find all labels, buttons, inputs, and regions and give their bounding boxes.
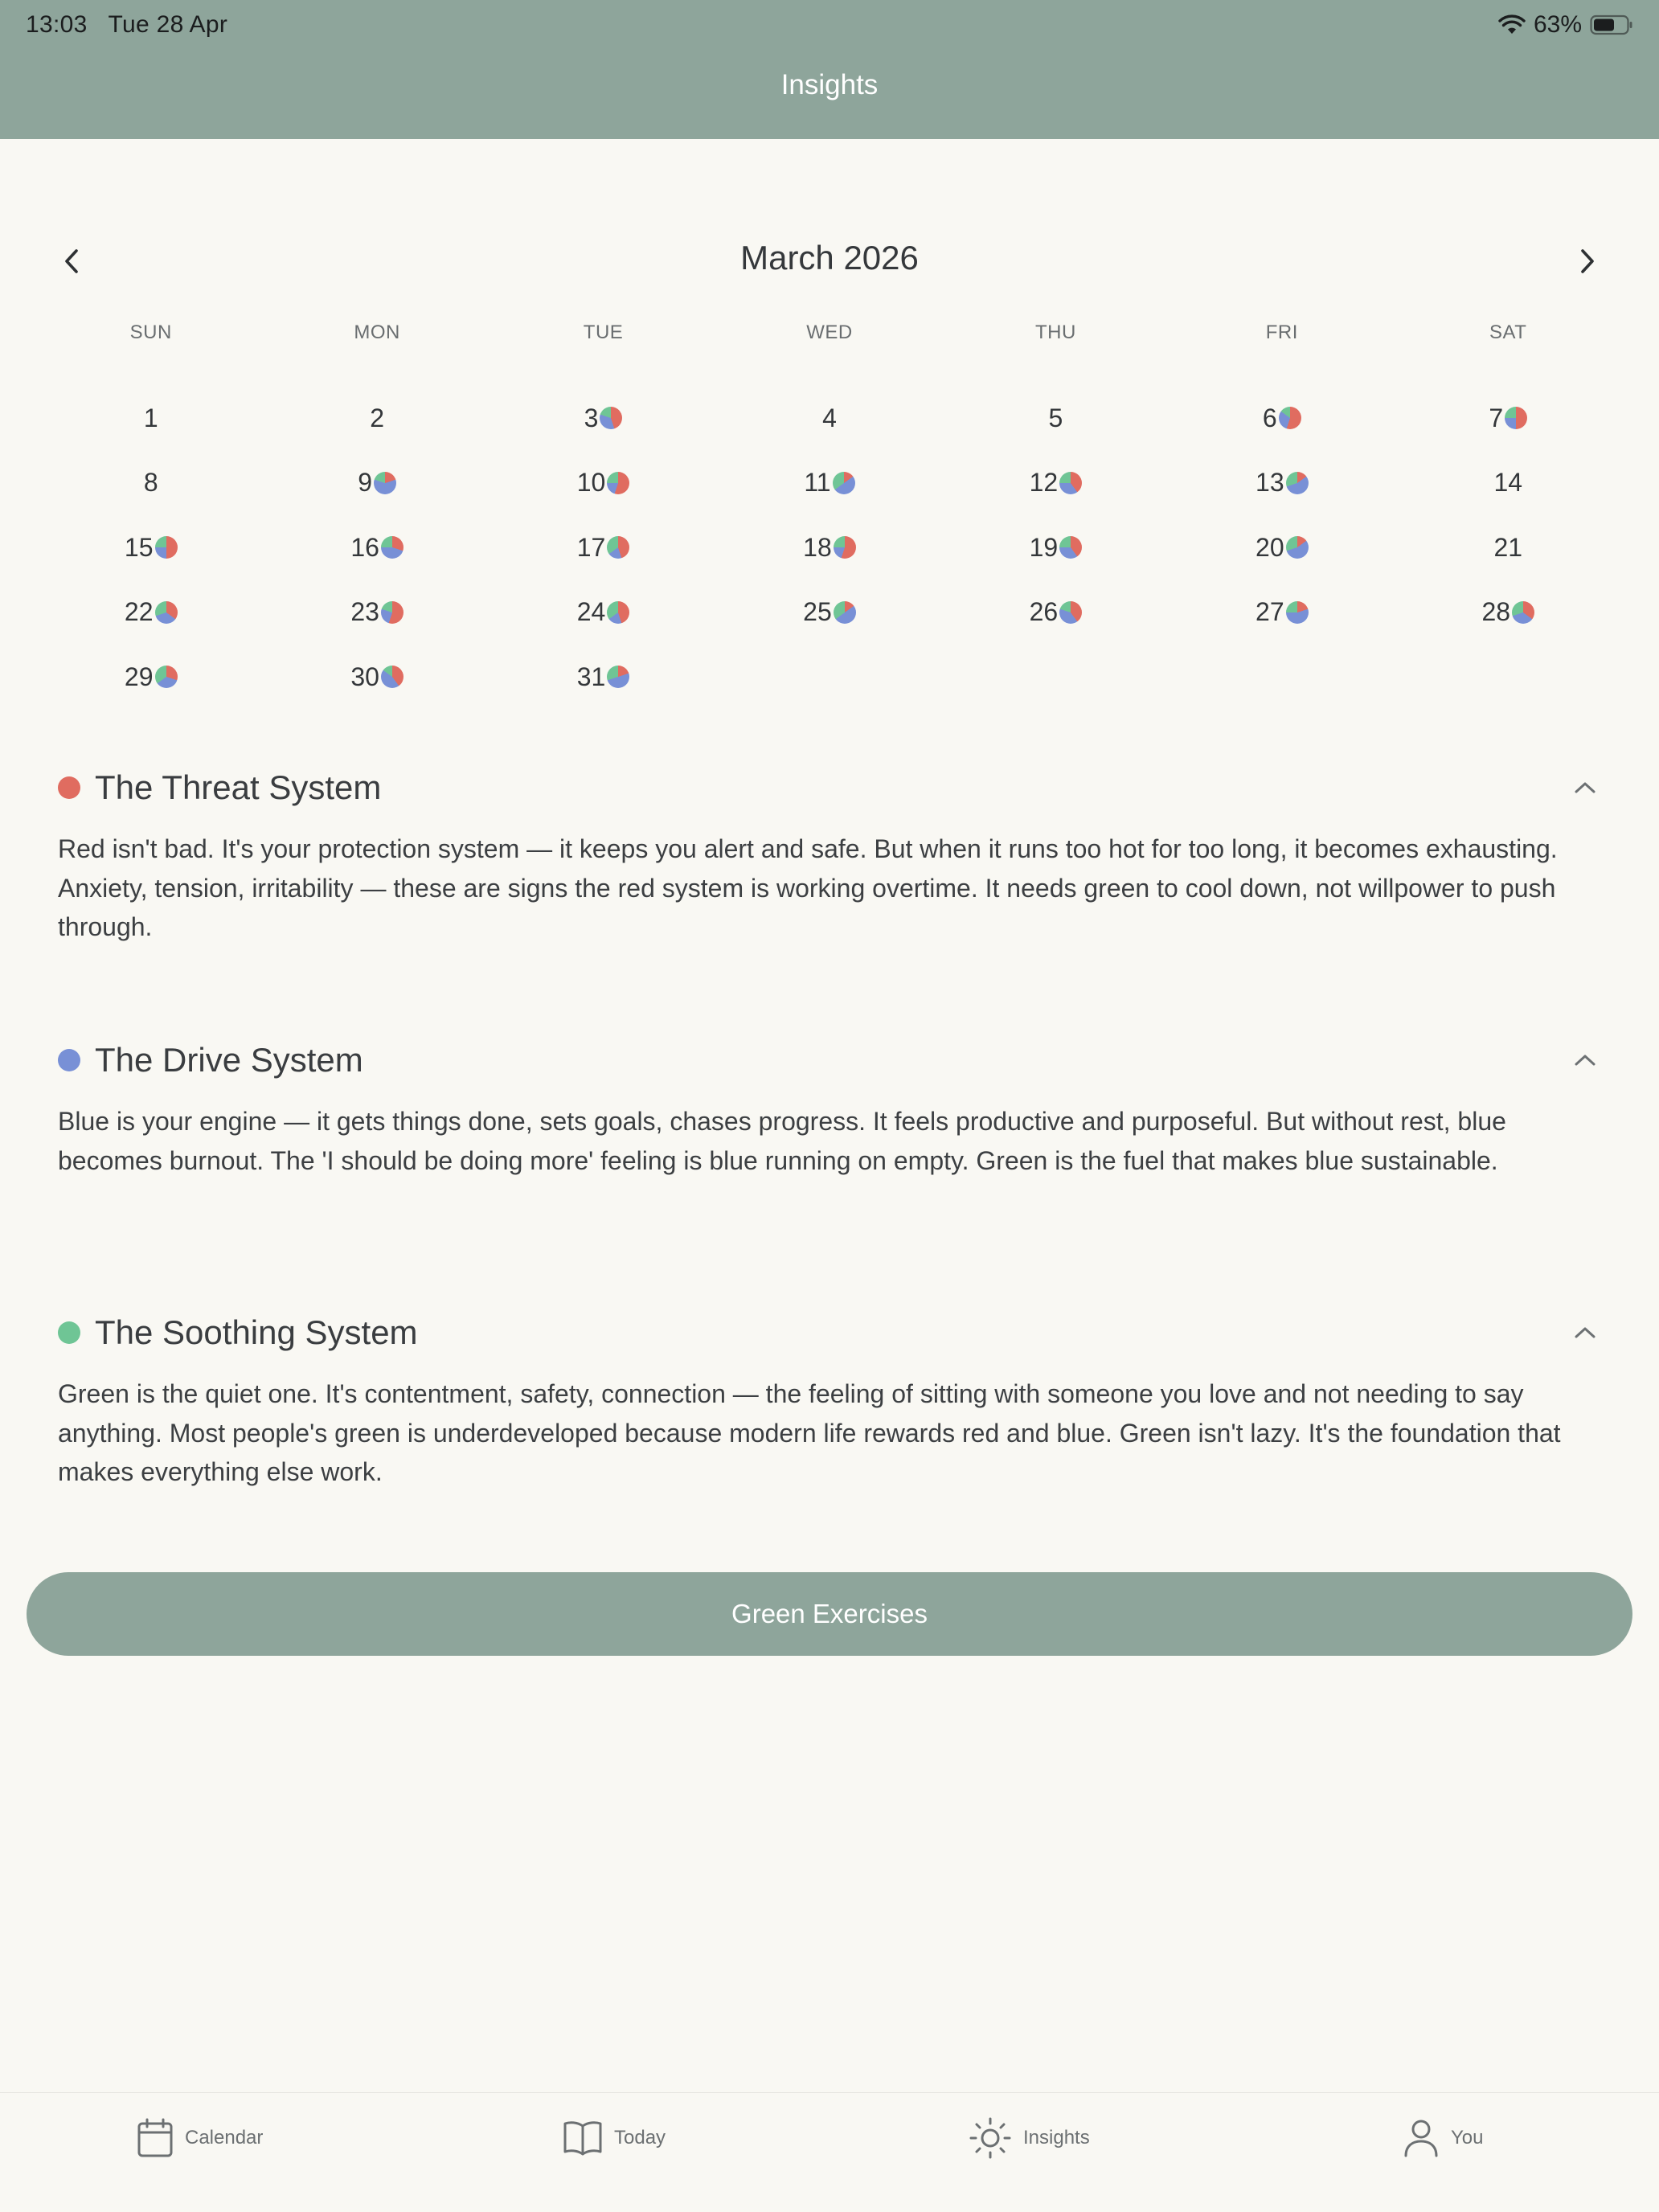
day-number: 10 xyxy=(576,468,606,498)
day-number: 8 xyxy=(143,468,158,498)
chevron-right-icon xyxy=(1575,247,1599,276)
mood-pie-icon xyxy=(607,601,629,624)
weekday-label: MON xyxy=(354,322,400,343)
calendar-day[interactable] xyxy=(1169,588,1395,637)
month-calendar xyxy=(38,322,1621,718)
section-body: Red isn't bad. It's your protection system — it keeps you alert and safe. But when it runs too hot for too long, it becomes exhausting. Anxiety, tension, irritability — these are signs the red system is working overtime. It needs green to cool down, not willpower to push through. xyxy=(58,834,1558,941)
calendar-day[interactable] xyxy=(1395,588,1621,637)
day-number: 25 xyxy=(803,597,832,627)
calendar-days-grid xyxy=(38,394,1621,718)
calendar-day[interactable] xyxy=(943,394,1169,442)
calendar-day[interactable] xyxy=(490,653,716,701)
sun-icon xyxy=(969,2116,1012,2160)
section-header[interactable] xyxy=(58,1036,1601,1084)
mood-pie-icon xyxy=(1512,601,1534,624)
section-body: Green is the quiet one. It's contentment, safety, connection — the feeling of sitting with someone you love and not needing to say anything. Most people's green is underdeveloped because modern life rewards red and blue. Green isn't lazy. It's the foundation that makes everything else work. xyxy=(58,1379,1561,1486)
day-number: 4 xyxy=(822,403,837,432)
red-dot-icon xyxy=(58,776,80,799)
day-number: 2 xyxy=(370,403,385,432)
calendar-day[interactable] xyxy=(1395,523,1621,571)
day-number: 31 xyxy=(576,662,606,691)
mood-pie-icon xyxy=(1059,601,1082,624)
chevron-up-icon xyxy=(1573,1325,1597,1341)
collapse-chevron-button[interactable] xyxy=(1569,1317,1601,1349)
calendar-day[interactable] xyxy=(943,588,1169,637)
section-body: Blue is your engine — it gets things done, sets goals, chases progress. It feels productive and purposeful. But without rest, blue becomes burnout. The 'I should be doing more' feeling is blue running on empty. Green is the fuel that makes blue sustainable. xyxy=(58,1107,1506,1175)
calendar-day[interactable] xyxy=(716,523,942,571)
day-number: 13 xyxy=(1256,468,1284,498)
day-number: 7 xyxy=(1489,403,1504,432)
mood-pie-icon xyxy=(374,472,396,494)
day-number: 21 xyxy=(1493,532,1523,562)
tab-today[interactable] xyxy=(563,2114,666,2162)
user-icon xyxy=(1403,2118,1440,2158)
calendar-day[interactable] xyxy=(490,523,716,571)
status-clock: 13:03 xyxy=(26,11,88,38)
calendar-day[interactable] xyxy=(264,653,490,701)
calendar-day[interactable] xyxy=(943,523,1169,571)
mood-pie-icon xyxy=(381,666,403,688)
weekday-label: TUE xyxy=(583,322,624,343)
day-number: 23 xyxy=(350,597,379,627)
book-icon xyxy=(563,2120,603,2157)
mood-pie-icon xyxy=(607,666,629,688)
section-title: The Threat System xyxy=(95,768,382,806)
chevron-up-icon xyxy=(1573,780,1597,796)
mood-pie-icon xyxy=(607,536,629,559)
mood-pie-icon xyxy=(1505,407,1527,429)
calendar-day[interactable] xyxy=(490,588,716,637)
calendar-day[interactable] xyxy=(264,523,490,571)
mood-pie-icon xyxy=(833,472,855,494)
day-number: 15 xyxy=(124,532,154,562)
calendar-day[interactable] xyxy=(716,459,942,507)
calendar-day[interactable] xyxy=(1169,394,1395,442)
soothing-system-section xyxy=(58,1309,1601,1492)
calendar-day[interactable] xyxy=(1395,459,1621,507)
blue-dot-icon xyxy=(58,1049,80,1071)
mood-pie-icon xyxy=(1059,472,1082,494)
calendar-day[interactable] xyxy=(38,588,264,637)
wifi-icon xyxy=(1498,14,1526,35)
mood-pie-icon xyxy=(607,472,629,494)
mood-pie-icon xyxy=(155,666,178,688)
day-number: 14 xyxy=(1493,468,1523,498)
mood-pie-icon xyxy=(1286,472,1309,494)
calendar-day[interactable] xyxy=(1169,523,1395,571)
tab-label: Calendar xyxy=(185,2127,264,2149)
status-date: Tue 28 Apr xyxy=(108,11,228,38)
mood-pie-icon xyxy=(381,536,403,559)
day-number: 27 xyxy=(1256,597,1284,627)
day-number: 1 xyxy=(143,403,158,432)
page-title: Insights xyxy=(780,69,879,100)
tab-calendar[interactable] xyxy=(137,2114,263,2162)
calendar-day[interactable] xyxy=(490,459,716,507)
mood-pie-icon xyxy=(155,601,178,624)
bottom-tab-bar xyxy=(0,2092,1659,2212)
calendar-day[interactable] xyxy=(264,588,490,637)
day-number: 9 xyxy=(358,468,373,498)
collapse-chevron-button[interactable] xyxy=(1569,772,1601,804)
mood-pie-icon xyxy=(834,536,856,559)
weekday-label: SUN xyxy=(129,322,172,343)
drive-system-section xyxy=(58,1036,1601,1180)
section-header[interactable] xyxy=(58,764,1601,812)
section-title: The Soothing System xyxy=(95,1313,418,1351)
battery-percent: 63% xyxy=(1533,11,1582,38)
calendar-day[interactable] xyxy=(264,459,490,507)
status-time xyxy=(26,11,227,39)
day-number: 28 xyxy=(1481,597,1511,627)
day-number: 29 xyxy=(124,662,154,691)
green-exercises-button[interactable]: Green Exercises xyxy=(27,1572,1632,1656)
chevron-up-icon xyxy=(1573,1052,1597,1068)
weekday-label: FRI xyxy=(1265,322,1298,343)
mood-pie-icon xyxy=(1286,601,1309,624)
day-number: 30 xyxy=(350,662,379,691)
weekday-label: SAT xyxy=(1489,322,1527,343)
calendar-day[interactable] xyxy=(38,523,264,571)
top-header xyxy=(0,0,1659,139)
mood-pie-icon xyxy=(600,407,622,429)
status-indicators xyxy=(1498,11,1633,39)
calendar-day[interactable] xyxy=(943,459,1169,507)
day-number: 24 xyxy=(576,597,606,627)
day-number: 19 xyxy=(1029,532,1059,562)
day-number: 20 xyxy=(1256,532,1284,562)
calendar-day[interactable] xyxy=(716,394,942,442)
tab-label: Insights xyxy=(1023,2127,1090,2149)
weekday-label: WED xyxy=(806,322,853,343)
collapse-chevron-button[interactable] xyxy=(1569,1044,1601,1076)
day-number: 12 xyxy=(1029,468,1059,498)
next-month-button[interactable] xyxy=(1563,237,1611,285)
mood-pie-icon xyxy=(834,601,856,624)
day-number: 22 xyxy=(124,597,154,627)
tab-label: Today xyxy=(614,2127,666,2149)
calendar-day[interactable] xyxy=(490,394,716,442)
tab-label: You xyxy=(1451,2127,1484,2149)
day-number: 11 xyxy=(804,468,831,498)
calendar-day[interactable] xyxy=(264,394,490,442)
month-label: March 2026 xyxy=(740,239,919,276)
calendar-day[interactable] xyxy=(1169,459,1395,507)
day-number: 26 xyxy=(1029,597,1059,627)
mood-pie-icon xyxy=(381,601,403,624)
mood-pie-icon xyxy=(155,536,178,559)
tab-you[interactable] xyxy=(1403,2114,1484,2162)
calendar-icon xyxy=(137,2118,174,2158)
day-number: 3 xyxy=(584,403,599,432)
calendar-day[interactable] xyxy=(716,588,942,637)
weekday-label: THU xyxy=(1034,322,1076,343)
section-title: The Drive System xyxy=(95,1041,363,1079)
threat-system-section xyxy=(58,764,1601,947)
battery-icon xyxy=(1590,14,1633,35)
calendar-day[interactable] xyxy=(38,394,264,442)
day-number: 18 xyxy=(803,532,832,562)
day-number: 5 xyxy=(1048,403,1063,432)
tab-insights[interactable] xyxy=(969,2114,1090,2162)
day-number: 17 xyxy=(576,532,606,562)
green-dot-icon xyxy=(58,1321,80,1344)
mood-pie-icon xyxy=(1279,407,1301,429)
day-number: 6 xyxy=(1262,403,1277,432)
mood-pie-icon xyxy=(1286,536,1309,559)
calendar-day[interactable] xyxy=(38,459,264,507)
day-number: 16 xyxy=(350,532,379,562)
mood-pie-icon xyxy=(1059,536,1082,559)
weekday-header xyxy=(38,322,1621,362)
section-header[interactable] xyxy=(58,1309,1601,1357)
calendar-day[interactable] xyxy=(38,653,264,701)
calendar-day[interactable] xyxy=(1395,394,1621,442)
month-navigation xyxy=(48,229,1611,285)
